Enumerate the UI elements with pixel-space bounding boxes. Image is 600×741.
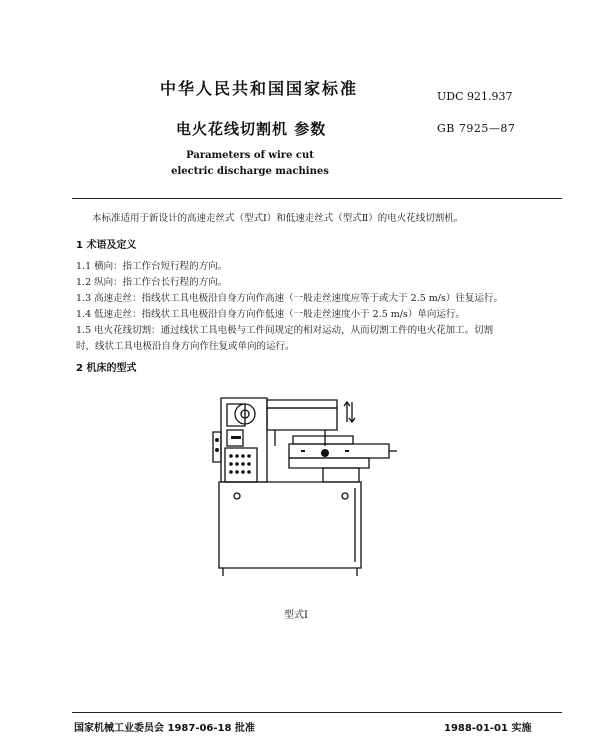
implementation-date: 1988-01-01 实施: [444, 723, 532, 734]
definition-item-continued: 时，线状工具电极沿自身方向作往复或单向的运行。: [76, 341, 295, 352]
udc-code: UDC 921.937: [437, 90, 513, 103]
approval-date: 国家机械工业委员会 1987-06-18 批准: [74, 723, 255, 734]
section-2-heading: 2 机床的型式: [76, 363, 137, 374]
upper-arm: [267, 400, 337, 408]
definition-item: 1.3 高速走丝：指线状工具电极沿自身方向作高速（一般走丝速度应等于或大于 2.5 m/s）往复运行。: [76, 293, 503, 304]
definition-item: 1.4 低速走丝：指线状工具电极沿自身方向作低速（一般走丝速度小于 2.5 m/s）单向运行。: [76, 309, 465, 320]
figure-caption: 型式Ⅰ: [284, 610, 308, 621]
definition-item: 1.1 横向：指工作台短行程的方向。: [76, 261, 228, 272]
national-standard-heading: 中华人民共和国国家标准: [160, 79, 359, 98]
gb-number: GB 7925—87: [437, 122, 516, 135]
intro-paragraph: 本标准适用于新设计的高速走丝式（型式Ⅰ）和低速走丝式（型式Ⅱ）的电火花线切割机。: [92, 213, 464, 224]
footer-divider: [72, 712, 562, 713]
header-divider: [72, 198, 562, 199]
english-title: Parameters of wire cut electric discharge machines: [171, 150, 329, 177]
definition-item: 1.2 纵向：指工作台长行程的方向。: [76, 277, 228, 288]
definition-item: 1.5 电火花线切割：通过线状工具电极与工件间规定的相对运动，从而切割工件的电火花加工。切割: [76, 325, 494, 336]
section-1-heading: 1 术语及定义: [76, 240, 137, 251]
document-title: 电火花线切割机 参数: [176, 120, 327, 138]
machine-type-1-drawing: [205, 392, 405, 582]
